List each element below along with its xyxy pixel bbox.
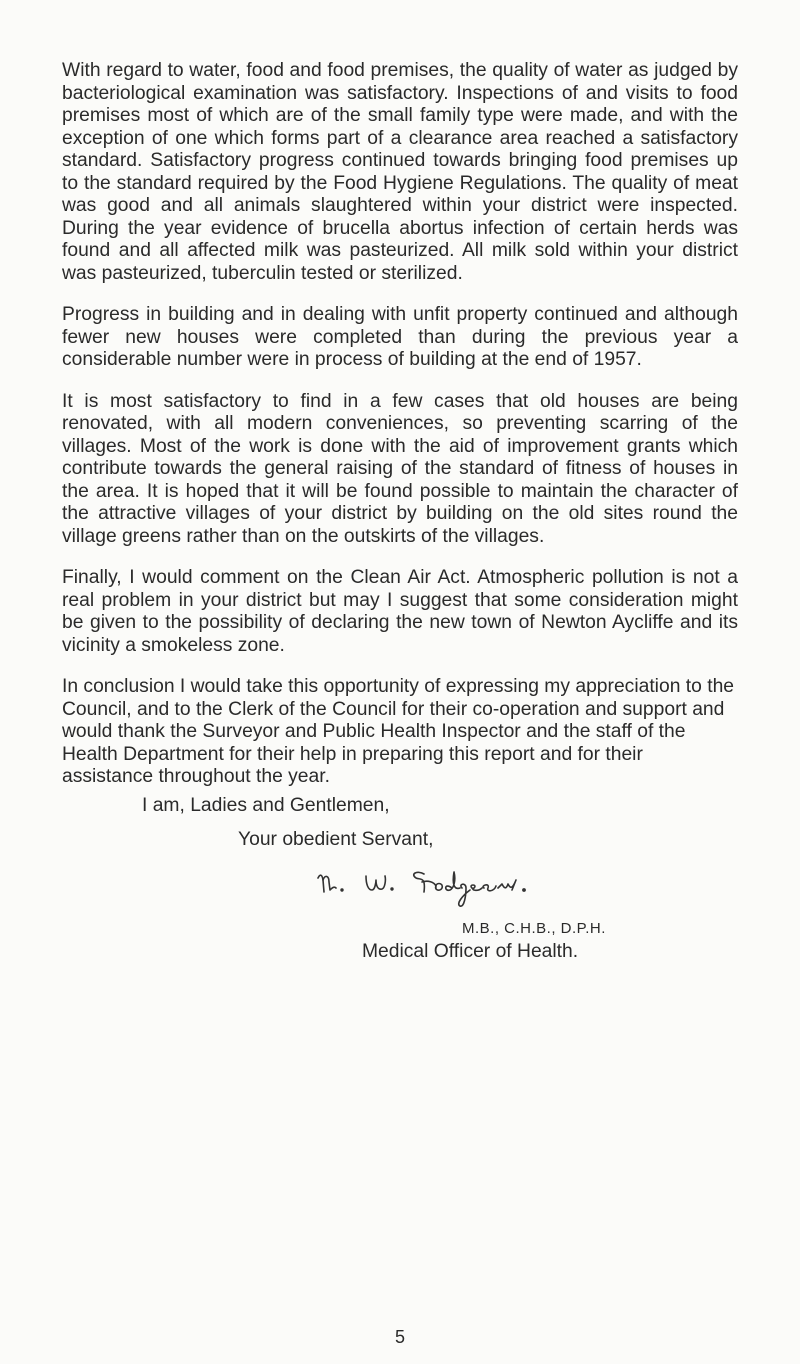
salutation: I am, Ladies and Gentlemen, (142, 794, 390, 816)
page-number: 5 (394, 1327, 405, 1347)
paragraph-building-progress: Progress in building and in dealing with unfit property continued and although fewer new houses were completed than during the previous year a considerable number were in process of building at the end of 1957. (62, 304, 738, 370)
letter-page (62, 60, 738, 963)
qualifications: M.B., C.H.B., D.P.H. (462, 919, 606, 937)
paragraph-conclusion: In conclusion I would take this opportunity of expressing my appreciation to the Council, and to the Clerk of the Council for their co-operation and support and would thank the Surveyor and Public Health Inspector and the staff of the Health Department for their help in preparing this report and for their assistance throughout the year. (62, 676, 735, 787)
complimentary-close: Your obedient Servant, (238, 829, 434, 850)
paragraph-water-food: With regard to water, food and food premises, the quality of water as judged by bacteriological examination was satisfactory. Inspections of and visits to food premises most of which are of the small family type were made, and with the exception of one which forms part of a clearance area reached a satisfactory standard. Satisfactory progress continued towards bringing food premises up to the standard required by the Food Hygiene Regulations. The quality of meat was good and all animals slaughtered within your district were inspected. During the year evidence of brucella abortus infection of certain herds was found and all affected milk was pasteurized. All milk sold within your district was pasteurized, tuberculin tested or sterilized. (62, 60, 738, 284)
paragraph-house-renovation: It is most satisfactory to find in a few cases that old houses are being renovated, with all modern conveniences, so preventing scarring of the villages. Most of the work is done with the aid of improvement grants which contribute towards the general raising of the standard of fitness of houses in the area. It is hoped that it will be found possible to maintain the character of the attractive villages of your district by building on the old sites round the village greens rather than on the outskirts of the villages. (62, 390, 738, 547)
paragraph-clean-air-act: Finally, I would comment on the Clean Air Act. Atmospheric pollution is not a real problem in your district but may I suggest that some consideration might be given to the possibility of declaring the new town of Newton Aycliffe and its vicinity a smokeless zone. (62, 567, 738, 656)
officer-title: Medical Officer of Health. (362, 940, 579, 962)
signature-icon (312, 866, 572, 914)
handwritten-signature (312, 866, 738, 914)
